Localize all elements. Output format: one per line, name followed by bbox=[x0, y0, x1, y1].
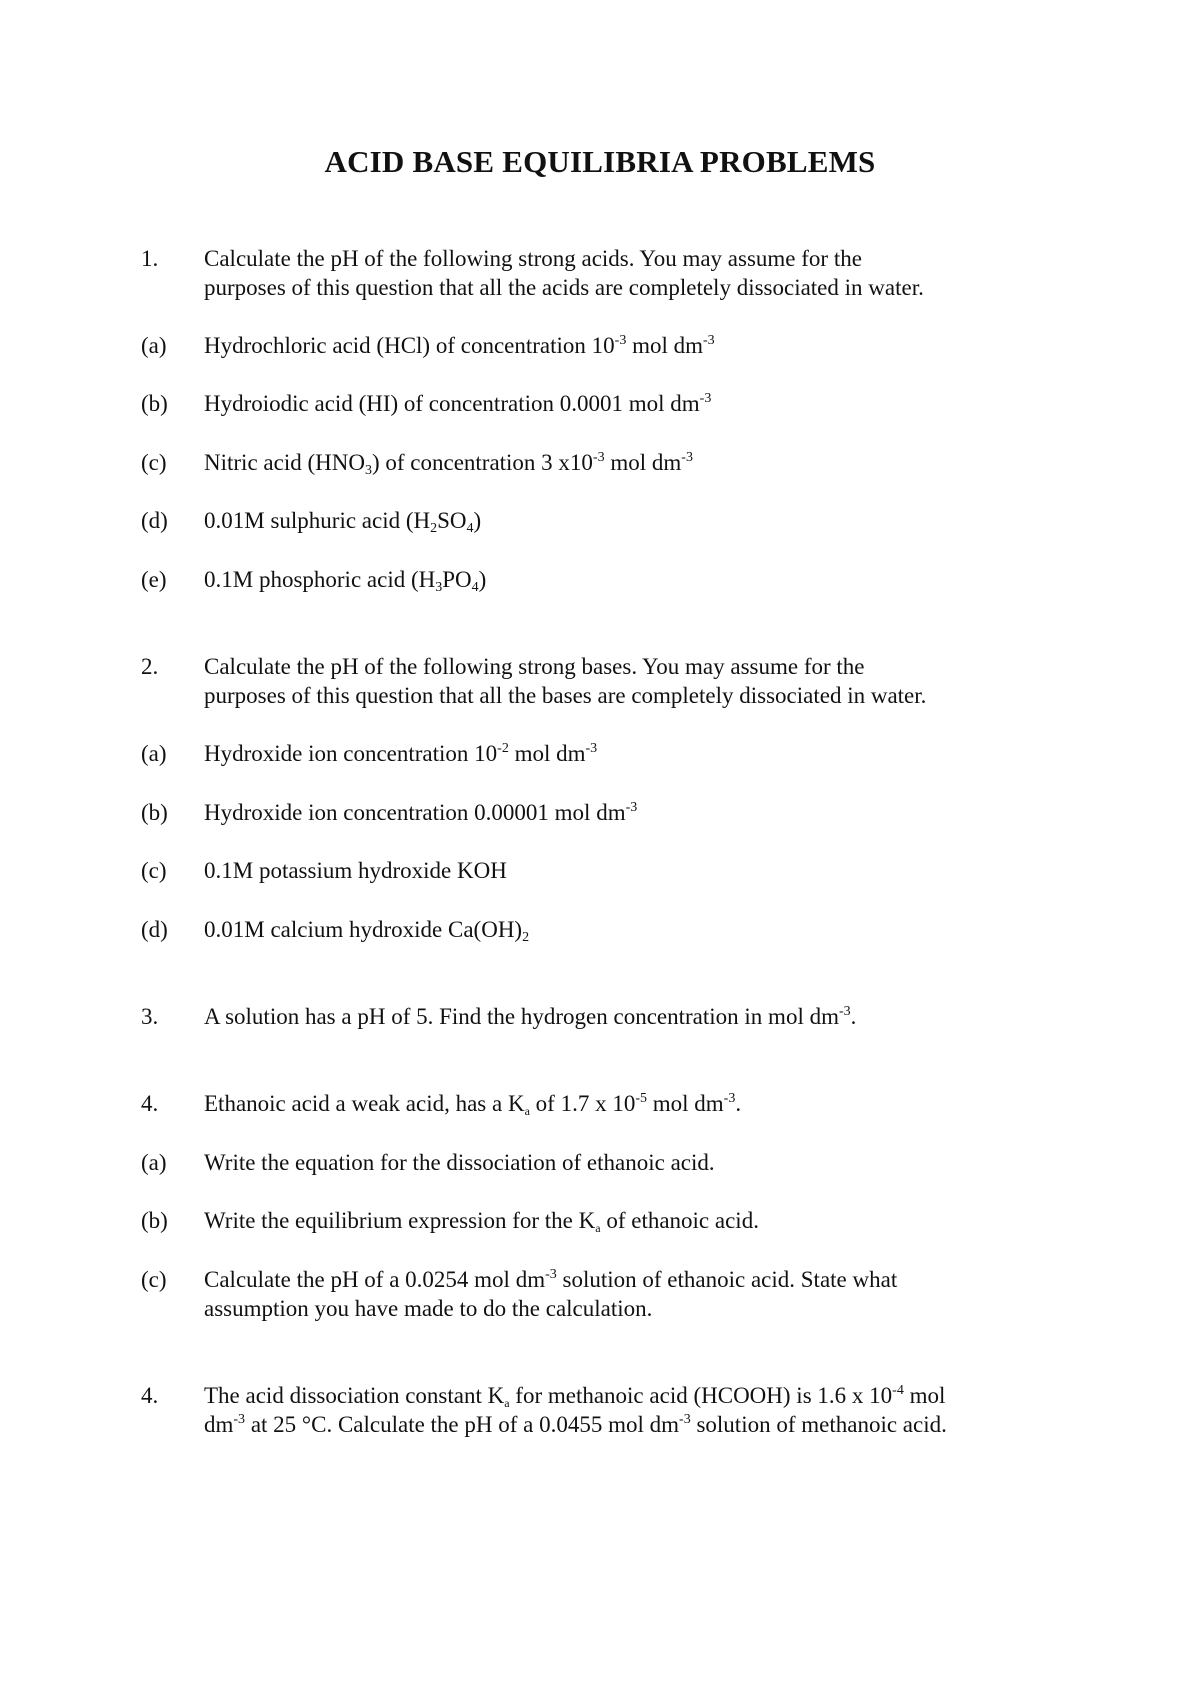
part-label: (d) bbox=[141, 508, 168, 533]
part-text: Write the equation for the dissociation of ethanoic acid. bbox=[204, 1150, 715, 1175]
part-text: 0.01M calcium hydroxide $Ca(OH)_2$ bbox=[204, 917, 530, 945]
part-label: (e) bbox=[141, 567, 167, 592]
question-number: 4. bbox=[141, 1091, 159, 1116]
part-label: (a) bbox=[141, 741, 167, 766]
question-text: A solution has a pH of 5. Find the hydrogen concentration in mol $dm^{-3}$. bbox=[204, 1004, 857, 1029]
part-text: Calculate the pH of a 0.0254 mol $dm^{-3}$ solution of ethanoic acid. State what assumption you have made to do the calculation. bbox=[204, 1267, 898, 1321]
part-text: 0.1M phosphoric acid $(H_3PO_4)$ bbox=[204, 567, 487, 595]
question-text: Ethanoic acid a weak acid, has a $K_a$ of 1.7 x $10^{-5}$ mol $dm^{-3}$. bbox=[204, 1091, 742, 1118]
part-label: (d) bbox=[141, 917, 168, 942]
part-label: (c) bbox=[141, 858, 167, 883]
question-number: 2. bbox=[141, 654, 159, 679]
page-title: ACID BASE EQUILIBRIA PROBLEMS bbox=[324, 144, 876, 179]
question-number: 3. bbox=[141, 1004, 159, 1029]
question-number: 4. bbox=[141, 1383, 159, 1408]
part-text: Hydrochloric acid (HCl) of concentration $10^{-3}$ mol $dm^{-3}$ bbox=[204, 333, 715, 358]
question-number: 1. bbox=[141, 246, 159, 271]
question-text: Calculate the pH of the following strong bases. You may assume for the purposes of this question that all the bases are completely dissociated in water. bbox=[204, 654, 927, 708]
part-label: (a) bbox=[141, 1150, 167, 1175]
question-text: The acid dissociation constant $K_a$ for methanoic acid (HCOOH) is 1.6 x $10^{-4}$ mol $dm^{-3}$ at 25 °C. Calculate the pH of a 0.0455 mol $dm^{-3}$ solution of methanoic acid. bbox=[204, 1383, 947, 1437]
part-label: (b) bbox=[141, 391, 168, 416]
part-text: 0.01M sulphuric acid $(H_2SO_4)$ bbox=[204, 508, 482, 536]
part-label: (b) bbox=[141, 800, 168, 825]
part-label: (c) bbox=[141, 450, 167, 475]
part-text: Write the equilibrium expression for the $K_a$ of ethanoic acid. bbox=[204, 1208, 759, 1235]
part-text: Nitric acid $(HNO_3)$ of concentration 3 $x10^{-3}$ mol $dm^{-3}$ bbox=[204, 450, 693, 478]
part-label: (a) bbox=[141, 333, 167, 358]
part-text: Hydroxide ion concentration 0.00001 mol $dm^{-3}$ bbox=[204, 800, 638, 825]
part-text: Hydroxide ion concentration $10^{-2}$ mol $dm^{-3}$ bbox=[204, 741, 598, 766]
part-label: (c) bbox=[141, 1267, 167, 1292]
part-text: Hydroiodic acid (HI) of concentration 0.0001 mol $dm^{-3}$ bbox=[204, 391, 712, 416]
part-text: 0.1M potassium hydroxide KOH bbox=[204, 858, 507, 883]
part-label: (b) bbox=[141, 1208, 168, 1233]
question-text: Calculate the pH of the following strong acids. You may assume for the purposes of this question that all the acids are completely dissociated in water. bbox=[204, 246, 924, 300]
